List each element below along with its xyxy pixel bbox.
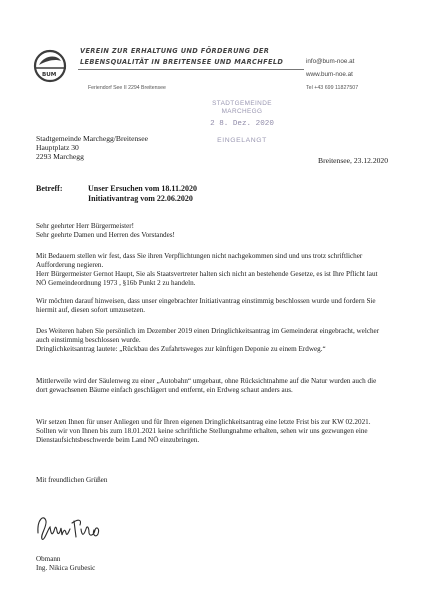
org-email: info@bum-noe.at [306,58,355,65]
paragraph-4-text: Mittlerweile wird der Säulenweg zu einer „Autobahn“ umgebaut, ohne Rücksichtnahme auf die Natur wurden auch die dort gewachsenen Bäume einfach geschlägert und entfernt, ein Erdweg schaut anders aus. [36,377,377,394]
paragraph-1b-text: Herr Bürgermeister Gernot Haupt, Sie als Staatsvertreter halten sich nicht an bestehende Gesetze, es ist Ihre Pflicht laut NÖ Gemeindeordnung 1973 , §16b Punkt 2 zu handeln. [36,269,378,287]
signatory-name: Ing. Nikica Grubesic [36,564,96,572]
stamp-label: EINGELANGT [217,137,267,144]
org-website: www.bum-noe.at [306,71,353,78]
salutation [36,222,388,240]
paragraph-2 [36,297,388,315]
recipient-line1: Stadtgemeinde Marchegg/Breitensee [36,134,148,143]
paragraph-4 [36,377,388,395]
recipient-line2: Hauptplatz 30 [36,143,79,153]
paragraph-2-text: Wir möchten darauf hinweisen, dass unser eingebrachter Initiativantrag einstimmig beschlossen wurde und fordern Sie hiermit auf, diesen sofort umzusetzen. [36,297,376,314]
closing: Mit freundlichen Grüßen [36,476,108,484]
subject-label: Betreff: [36,184,63,193]
org-phone: Tel +43 699 11827507 [306,85,359,91]
paragraph-3 [36,327,388,354]
paragraph-1 [36,252,388,288]
org-name-line1: VEREIN ZUR ERHALTUNG UND FÖRDERUNG DER [80,47,270,55]
logo-text: BUM [42,72,57,78]
recipient-address [36,134,148,162]
org-address: Feriendorf See II 2294 Breitensee [88,85,166,91]
signatory-title: Obmann [36,555,61,563]
paragraph-5-text: Wir setzen Ihnen für unser Anliegen und für Ihren eigenen Dringlichkeitsantrag eine letzte Frist bis zur KW 02.2021. [36,418,371,426]
received-stamp [200,100,284,162]
paragraph-5 [36,418,388,445]
bum-logo [30,46,74,84]
salutation-line1: Sehr geehrter Herr Bürgermeister! [36,222,135,230]
letter-date: Breitensee, 23.12.2020 [318,156,389,165]
stamp-line2: MARCHEGG [221,108,263,115]
paragraph-1-text: Mit Bedauern stellen wir fest, dass Sie ihren Verpflichtungen nicht nachgekommen sind und uns trotz schriftlicher Aufforderung negieren. [36,252,363,269]
contact-block [306,55,354,81]
subject-line1: Unser Ersuchen vom 18.11.2020 [88,184,197,193]
subject-line2: Initiativantrag vom 22.06.2020 [88,194,193,204]
stamp-line1: STADTGEMEINDE [212,100,272,107]
recipient-line3: 2293 Marchegg [36,152,84,162]
salutation-line2: Sehr geehrte Damen und Herren des Vorstandes! [36,230,175,239]
signatory-block [36,555,95,573]
header-rule [78,69,304,70]
organization-name [80,46,306,67]
subject-lines [88,184,197,204]
handwritten-signature [34,509,104,545]
paragraph-3b-text: Dringlichkeitsantrag lautete: „Rückbau des Zufahrtsweges zur künftigen Deponie zu einem Erdweg.“ [36,344,326,353]
paragraph-5b-text: Sollten wir von Ihnen bis zum 18.01.2021 keine schriftliche Stellungnahme erhalten, sehen wir uns gezwungen eine Dienstaufsichtsbeschwerde beim Land NÖ einzubringen. [36,426,368,444]
org-name-line2: LEBENSQUALITÄT IN BREITENSEE UND MARCHFELD [80,57,284,66]
stamp-date: 2 8. Dez. 2020 [210,120,274,128]
paragraph-3-text: Des Weiteren haben Sie persönlich im Dezember 2019 einen Dringlichkeitsantrag im Gemeinderat eingebracht, welcher auch einstimmig beschlossen wurde. [36,327,380,344]
